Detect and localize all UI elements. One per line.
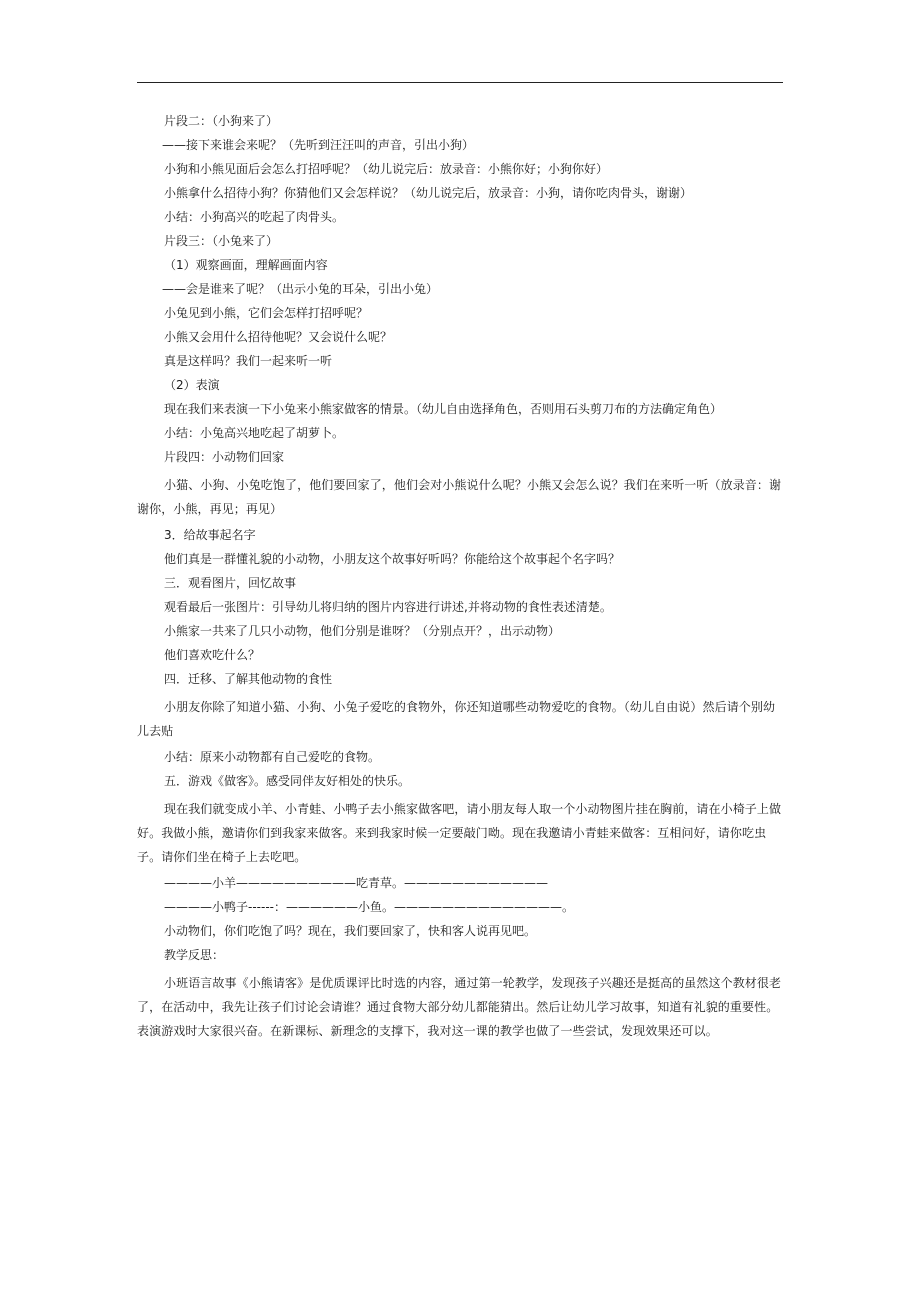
- text-line: 他们喜欢吃什么？: [164, 648, 261, 662]
- paragraph: 小朋友你除了知道小猫、小狗、小兔子爱吃的食物外，你还知道哪些动物爱吃的食物。（幼儿自由说）然后请个别幼儿去贴: [137, 700, 776, 738]
- text-line: 片段二：（小狗来了）: [164, 114, 279, 128]
- text-line: 小狗和小熊见面后会怎么打招呼呢？（幼儿说完后：放录音：小熊你好；小狗你好）: [164, 162, 609, 176]
- document-body: [137, 113, 783, 1043]
- paragraph: 现在我们就变成小羊、小青蛙、小鸭子去小熊家做客吧，请小朋友每人取一个小动物图片挂在胸前，请在小椅子上做好。我做小熊，邀请你们到我家来做客。来到我家时候一定要敲门呦。现在我邀请小青蛙来做客：互相问好，请你吃虫子。请你们坐在椅子上去吃吧。: [137, 802, 782, 864]
- text-line: 四．迁移、了解其他动物的食性: [164, 672, 333, 686]
- text-line: 现在我们来表演一下小兔来小熊家做客的情景。（幼儿自由选择角色，否则用石头剪刀布的方法确定角色）: [164, 402, 723, 416]
- header-rule: [137, 82, 783, 83]
- text-line: 小兔见到小熊，它们会怎样打招呼呢？: [164, 306, 369, 320]
- text-line: 三．观看图片，回忆故事: [164, 576, 297, 590]
- text-line: 小熊家一共来了几只小动物，他们分别是谁呀？（分别点开？，出示动物）: [164, 624, 561, 638]
- text-line: （1）观察画面，理解画面内容: [164, 258, 328, 272]
- text-line: 教学反思：: [164, 948, 225, 962]
- text-line: ——会是谁来了呢？（出示小兔的耳朵，引出小兔）: [162, 282, 439, 296]
- text-line: ————小鸭子------：——————小鱼。——————————————。: [164, 900, 574, 914]
- text-line: （2）表演: [164, 378, 220, 392]
- text-line: 片段三：（小兔来了）: [164, 234, 279, 248]
- paragraph: 小班语言故事《小熊请客》是优质课评比时选的内容，通过第一轮教学，发现孩子兴趣还是挺高的虽然这个教材很老了，在活动中，我先让孩子们讨论会请谁？通过食物大部分幼儿都能猜出。然后让幼儿学习故事，知道有礼貌的重要性。表演游戏时大家很兴奋。在新课标、新理念的支撑下，我对这一课的教学也做了一些尝试，发现效果还可以。: [137, 976, 782, 1038]
- paragraph: 小猫、小狗、小兔吃饱了，他们要回家了，他们会对小熊说什么呢？小熊又会怎么说？我们在来听一听（放录音：谢谢你，小熊，再见；再见）: [137, 478, 782, 516]
- text-line: 他们真是一群懂礼貌的小动物，小朋友这个故事好听吗？你能给这个故事起个名字吗？: [164, 552, 621, 566]
- text-line: 五．游戏《做客》。感受同伴友好相处的快乐。: [164, 774, 411, 788]
- text-line: 片段四：小动物们回家: [164, 450, 285, 464]
- text-line: 观看最后一张图片：引导幼儿将归纳的图片内容进行讲述,并将动物的食性表述清楚。: [164, 600, 612, 614]
- text-line: ————小羊——————————吃青草。————————————: [164, 876, 549, 890]
- text-line: 小结：小狗高兴的吃起了肉骨头。: [164, 210, 345, 224]
- text-line: 小结：小兔高兴地吃起了胡萝卜。: [164, 426, 345, 440]
- text-line: 3．给故事起名字: [164, 528, 256, 542]
- text-line: 小熊拿什么招待小狗？你猜他们又会怎样说？（幼儿说完后，放录音：小狗，请你吃肉骨头，谢谢）: [164, 186, 693, 200]
- text-line: 小熊又会用什么招待他呢？又会说什么呢？: [164, 330, 393, 344]
- text-line: 小动物们，你们吃饱了吗？现在，我们要回家了，快和客人说再见吧。: [164, 924, 537, 938]
- text-line: 真是这样吗？我们一起来听一听: [164, 354, 333, 368]
- text-line: 小结：原来小动物都有自己爱吃的食物。: [164, 750, 381, 764]
- text-line: ——接下来谁会来呢？（先听到汪汪叫的声音，引出小狗）: [162, 138, 475, 152]
